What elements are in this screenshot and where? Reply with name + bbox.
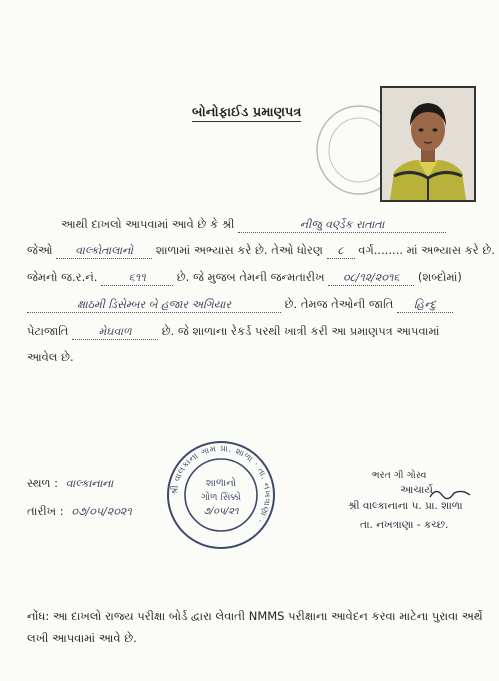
body-line-2 xyxy=(27,243,495,259)
stamp-ring-text: શ્રી વાલકાના ગામ પ્રા. શાળા · તા. નખત્રાણા · xyxy=(169,443,273,525)
body-line-1 xyxy=(61,217,446,233)
closing-text: આવેલ છે. xyxy=(27,350,74,364)
stamp-center-line-2: ગોળ સિક્કો xyxy=(200,492,242,503)
register-number-field: ૬૧૧ xyxy=(101,271,173,286)
school-name-line: શ્રી વાલ્કાનાના પ. પ્રા. શાળા xyxy=(348,500,463,512)
principal-title: આચાર્ય xyxy=(400,484,433,496)
certificate-title: બોનોફાઈડ પ્રમાણપત્ર xyxy=(192,105,302,120)
date-value: ૦૭/૦૫/૨૦૨૧ xyxy=(71,505,132,518)
taluka-line: તા. નખત્રાણા - કચ્છ. xyxy=(360,519,449,531)
regno-prefix-text: જેમનો જ.ર.નં. xyxy=(27,270,98,284)
stamp-center-line-3: ૭/૦૫/૨૧ xyxy=(203,506,239,517)
subcaste-prefix-text: પેટાજાતિ xyxy=(27,324,69,338)
principal-signature-mark xyxy=(428,485,472,503)
place-value: વાલ્કાનાના xyxy=(65,477,114,490)
dob-prefix-text: છે. જે મુજબ તેમની જન્મતારીખ xyxy=(176,270,325,284)
principal-name: ભરત ગી ગોસ્વ xyxy=(372,470,427,481)
body-line-5 xyxy=(27,324,439,340)
standard-field: ૮ xyxy=(327,244,355,259)
birthdate-field: ૦૮/૧૨/૨૦૧૬ xyxy=(328,271,414,286)
footer-note: નોંધ: આ દાખલો રાજ્ય પરીક્ષા બોર્ડ દ્વારા લેવાતી NMMS પરીક્ષાના આવેદન કરવા માટેના પુરાવા અર્થે લખી આપવામાં આવે છે. xyxy=(27,609,483,645)
place-label: સ્થળ : xyxy=(27,476,59,490)
school-round-stamp xyxy=(165,438,277,552)
body-line-6 xyxy=(27,350,74,365)
student-photo xyxy=(380,86,476,202)
class-suffix-text: વર્ગ........ માં અભ્યાસ કરે છે. xyxy=(358,243,495,257)
stamp-center-line-1: શાળાનો xyxy=(205,478,237,489)
school-name-field: વાલ્કોતાલાનો xyxy=(56,244,152,259)
in-words-label: (શબ્દોમાં) xyxy=(417,270,462,284)
date-row xyxy=(27,504,132,519)
place-row xyxy=(27,476,113,491)
name-intro-text: આથી દાખલો આપવામાં આવે છે કે શ્રી xyxy=(61,217,235,231)
student-name-field: નીજુ વર્ણ્ડેક રાતાતા xyxy=(238,218,446,233)
date-label: તારીખ : xyxy=(27,504,64,518)
subcaste-field: મેઘવાળ xyxy=(72,325,158,340)
school-prefix-text: જેઓ xyxy=(27,243,53,257)
birthdate-words-field: ક્ષાઠમી ડિસેમ્બર બે હજાર અગિયાર xyxy=(27,298,281,313)
body-line-3 xyxy=(27,270,462,286)
school-mid-text: શાળામાં અભ્યાસ કરે છે. તેઓ ધોરણ xyxy=(155,243,323,257)
caste-prefix-text: છે. તેમજ તેઓની જાતિ xyxy=(284,297,394,311)
body-line-4 xyxy=(27,297,453,313)
record-verify-text: છે. જે શાળાના રેકર્ડ પરથી ખાત્રી કરી આ પ્રમાણપત્ર આપવામાં xyxy=(161,324,440,338)
caste-field: હિન્દુ xyxy=(397,298,453,313)
